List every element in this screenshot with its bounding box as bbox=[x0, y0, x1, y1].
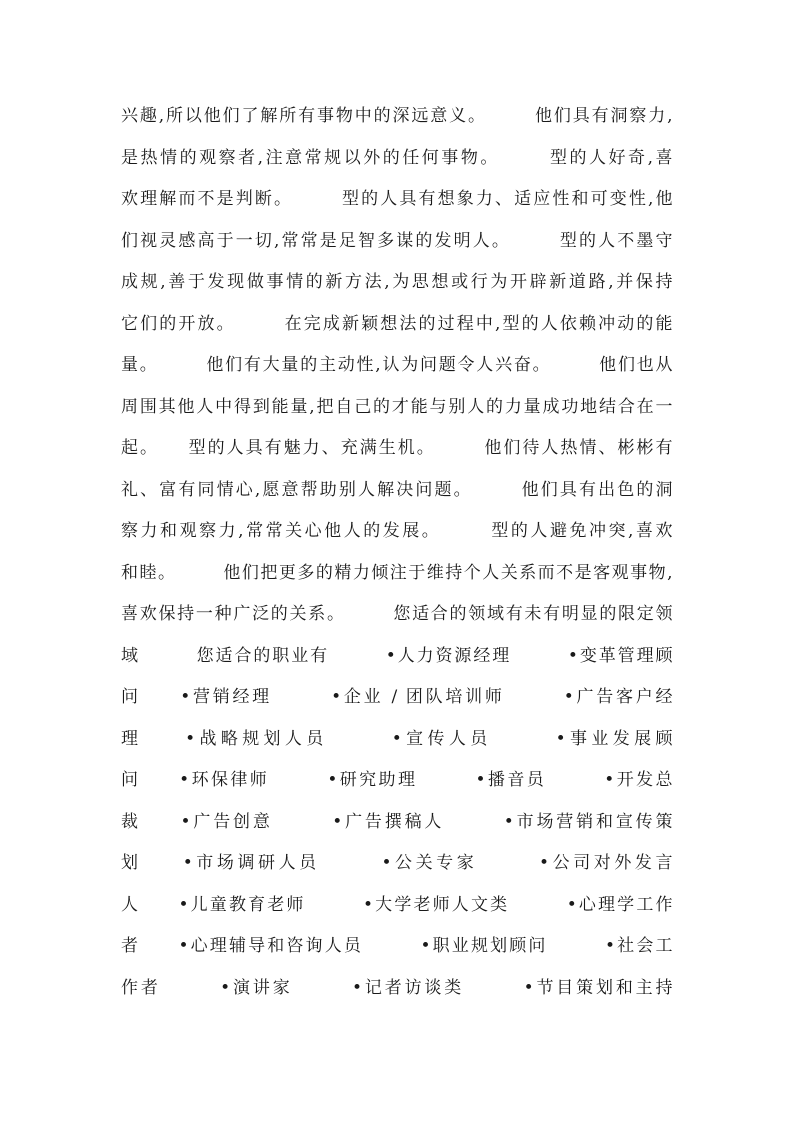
career-list-line: 划 •市场调研人员 •公关专家 •公司对外发言 bbox=[121, 853, 673, 873]
text-line: 欢理解而不是判断。 型的人具有想象力、适应性和可变性,他 bbox=[121, 189, 673, 209]
text-line: 成规,善于发现做事情的新方法,为思想或行为开辟新道路,并保持 bbox=[121, 272, 673, 292]
text-line: 察力和观察力,常常关心他人的发展。 型的人避免冲突,喜欢 bbox=[121, 521, 673, 541]
text-line: 周围其他人中得到能量,把自己的才能与别人的力量成功地结合在一 bbox=[121, 396, 673, 417]
text-line: 礼、富有同情心,愿意帮助别人解决问题。 他们具有出色的洞 bbox=[121, 479, 673, 500]
text-line: 们视灵感高于一切,常常是足智多谋的发明人。 型的人不墨守 bbox=[121, 230, 673, 251]
body-text bbox=[121, 96, 673, 1009]
career-list-line: 作者 •演讲家 •记者访谈类 •节目策划和主持 bbox=[121, 977, 673, 998]
text-line: 是热情的观察者,注意常规以外的任何事物。 型的人好奇,喜 bbox=[121, 147, 673, 168]
career-list-line: 裁 •广告创意 •广告撰稿人 •市场营销和宣传策 bbox=[121, 811, 673, 832]
career-list-line: 人 •儿童教育老师 •大学老师人文类 •心理学工作 bbox=[121, 894, 673, 915]
career-list-line: 域 您适合的职业有 •人力资源经理 •变革管理顾 bbox=[121, 645, 673, 666]
text-line: 量。 他们有大量的主动性,认为问题令人兴奋。 他们也从 bbox=[121, 355, 673, 375]
text-line: 起。 型的人具有魅力、充满生机。 他们待人热情、彬彬有 bbox=[121, 438, 673, 458]
text-line: 和睦。 他们把更多的精力倾注于维持个人关系而不是客观事物, bbox=[121, 562, 673, 583]
career-list-line: 问 •营销经理 •企业 / 团队培训师 •广告客户经 bbox=[121, 687, 673, 707]
career-list-line: 者 •心理辅导和咨询人员 •职业规划顾问 •社会工 bbox=[121, 936, 673, 956]
career-list-line: 问 •环保律师 •研究助理 •播音员 •开发总 bbox=[121, 770, 673, 790]
text-line: 兴趣,所以他们了解所有事物中的深远意义。 他们具有洞察力, bbox=[121, 106, 673, 126]
text-line: 喜欢保持一种广泛的关系。 您适合的领域有未有明显的限定领 bbox=[121, 604, 673, 624]
career-list-line: 理 •战略规划人员 •宣传人员 •事业发展顾 bbox=[121, 728, 673, 749]
text-line: 它们的开放。 在完成新颖想法的过程中,型的人依赖冲动的能 bbox=[121, 313, 673, 334]
